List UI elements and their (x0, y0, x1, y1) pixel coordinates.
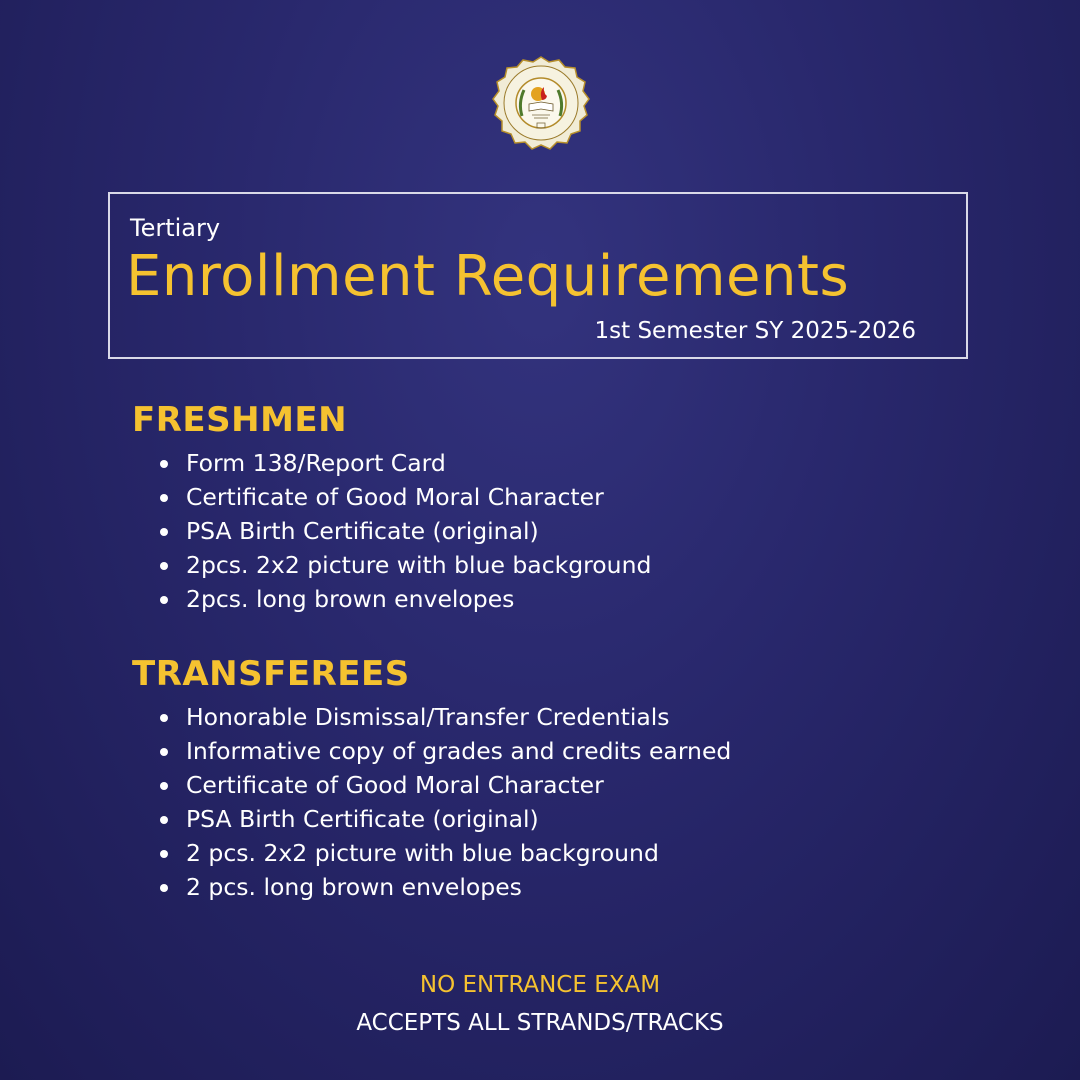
bullet-icon (160, 884, 168, 892)
list-item (186, 768, 731, 802)
list-item (186, 514, 651, 548)
list-item (186, 700, 731, 734)
section-heading: FRESHMEN (132, 400, 348, 440)
list-item-text: PSA Birth Certificate (original) (186, 805, 539, 833)
level-label: Tertiary (130, 214, 221, 242)
list-item-text: Certificate of Good Moral Character (186, 483, 604, 511)
list-item (186, 582, 651, 616)
no-exam-notice: NO ENTRANCE EXAM (419, 972, 661, 998)
bullet-icon (160, 494, 168, 502)
bullet-icon (160, 816, 168, 824)
list-item-text: 2 pcs. 2x2 picture with blue background (186, 839, 659, 867)
bullet-icon (160, 528, 168, 536)
list-item (186, 734, 731, 768)
list-item (186, 870, 731, 904)
list-item-text: Certificate of Good Moral Character (186, 771, 604, 799)
list-item (186, 446, 651, 480)
list-item (186, 480, 651, 514)
transferees-section (132, 654, 731, 904)
list-item-text: Informative copy of grades and credits earned (186, 737, 732, 765)
list-item (186, 548, 651, 582)
bullet-icon (160, 714, 168, 722)
bullet-icon (160, 562, 168, 570)
university-seal-logo (489, 56, 593, 152)
title-frame (108, 192, 968, 359)
list-item-text: Form 138/Report Card (186, 449, 446, 477)
bullet-icon (160, 596, 168, 604)
bullet-icon (160, 460, 168, 468)
strands-notice: ACCEPTS ALL STRANDS/TRACKS (356, 1010, 724, 1036)
page-title: Enrollment Requirements (126, 244, 850, 309)
list-item (186, 836, 731, 870)
list-item-text: 2 pcs. long brown envelopes (186, 873, 522, 901)
requirements-list (132, 446, 651, 616)
bullet-icon (160, 748, 168, 756)
list-item-text: 2pcs. long brown envelopes (186, 585, 515, 613)
freshmen-section (132, 400, 651, 616)
list-item (186, 802, 731, 836)
list-item-text: 2pcs. 2x2 picture with blue background (186, 551, 652, 579)
section-heading: TRANSFEREES (132, 654, 410, 694)
list-item-text: Honorable Dismissal/Transfer Credentials (186, 703, 670, 731)
bullet-icon (160, 850, 168, 858)
semester-label: 1st Semester SY 2025-2026 (594, 318, 916, 344)
list-item-text: PSA Birth Certificate (original) (186, 517, 539, 545)
bullet-icon (160, 782, 168, 790)
requirements-list (132, 700, 731, 904)
